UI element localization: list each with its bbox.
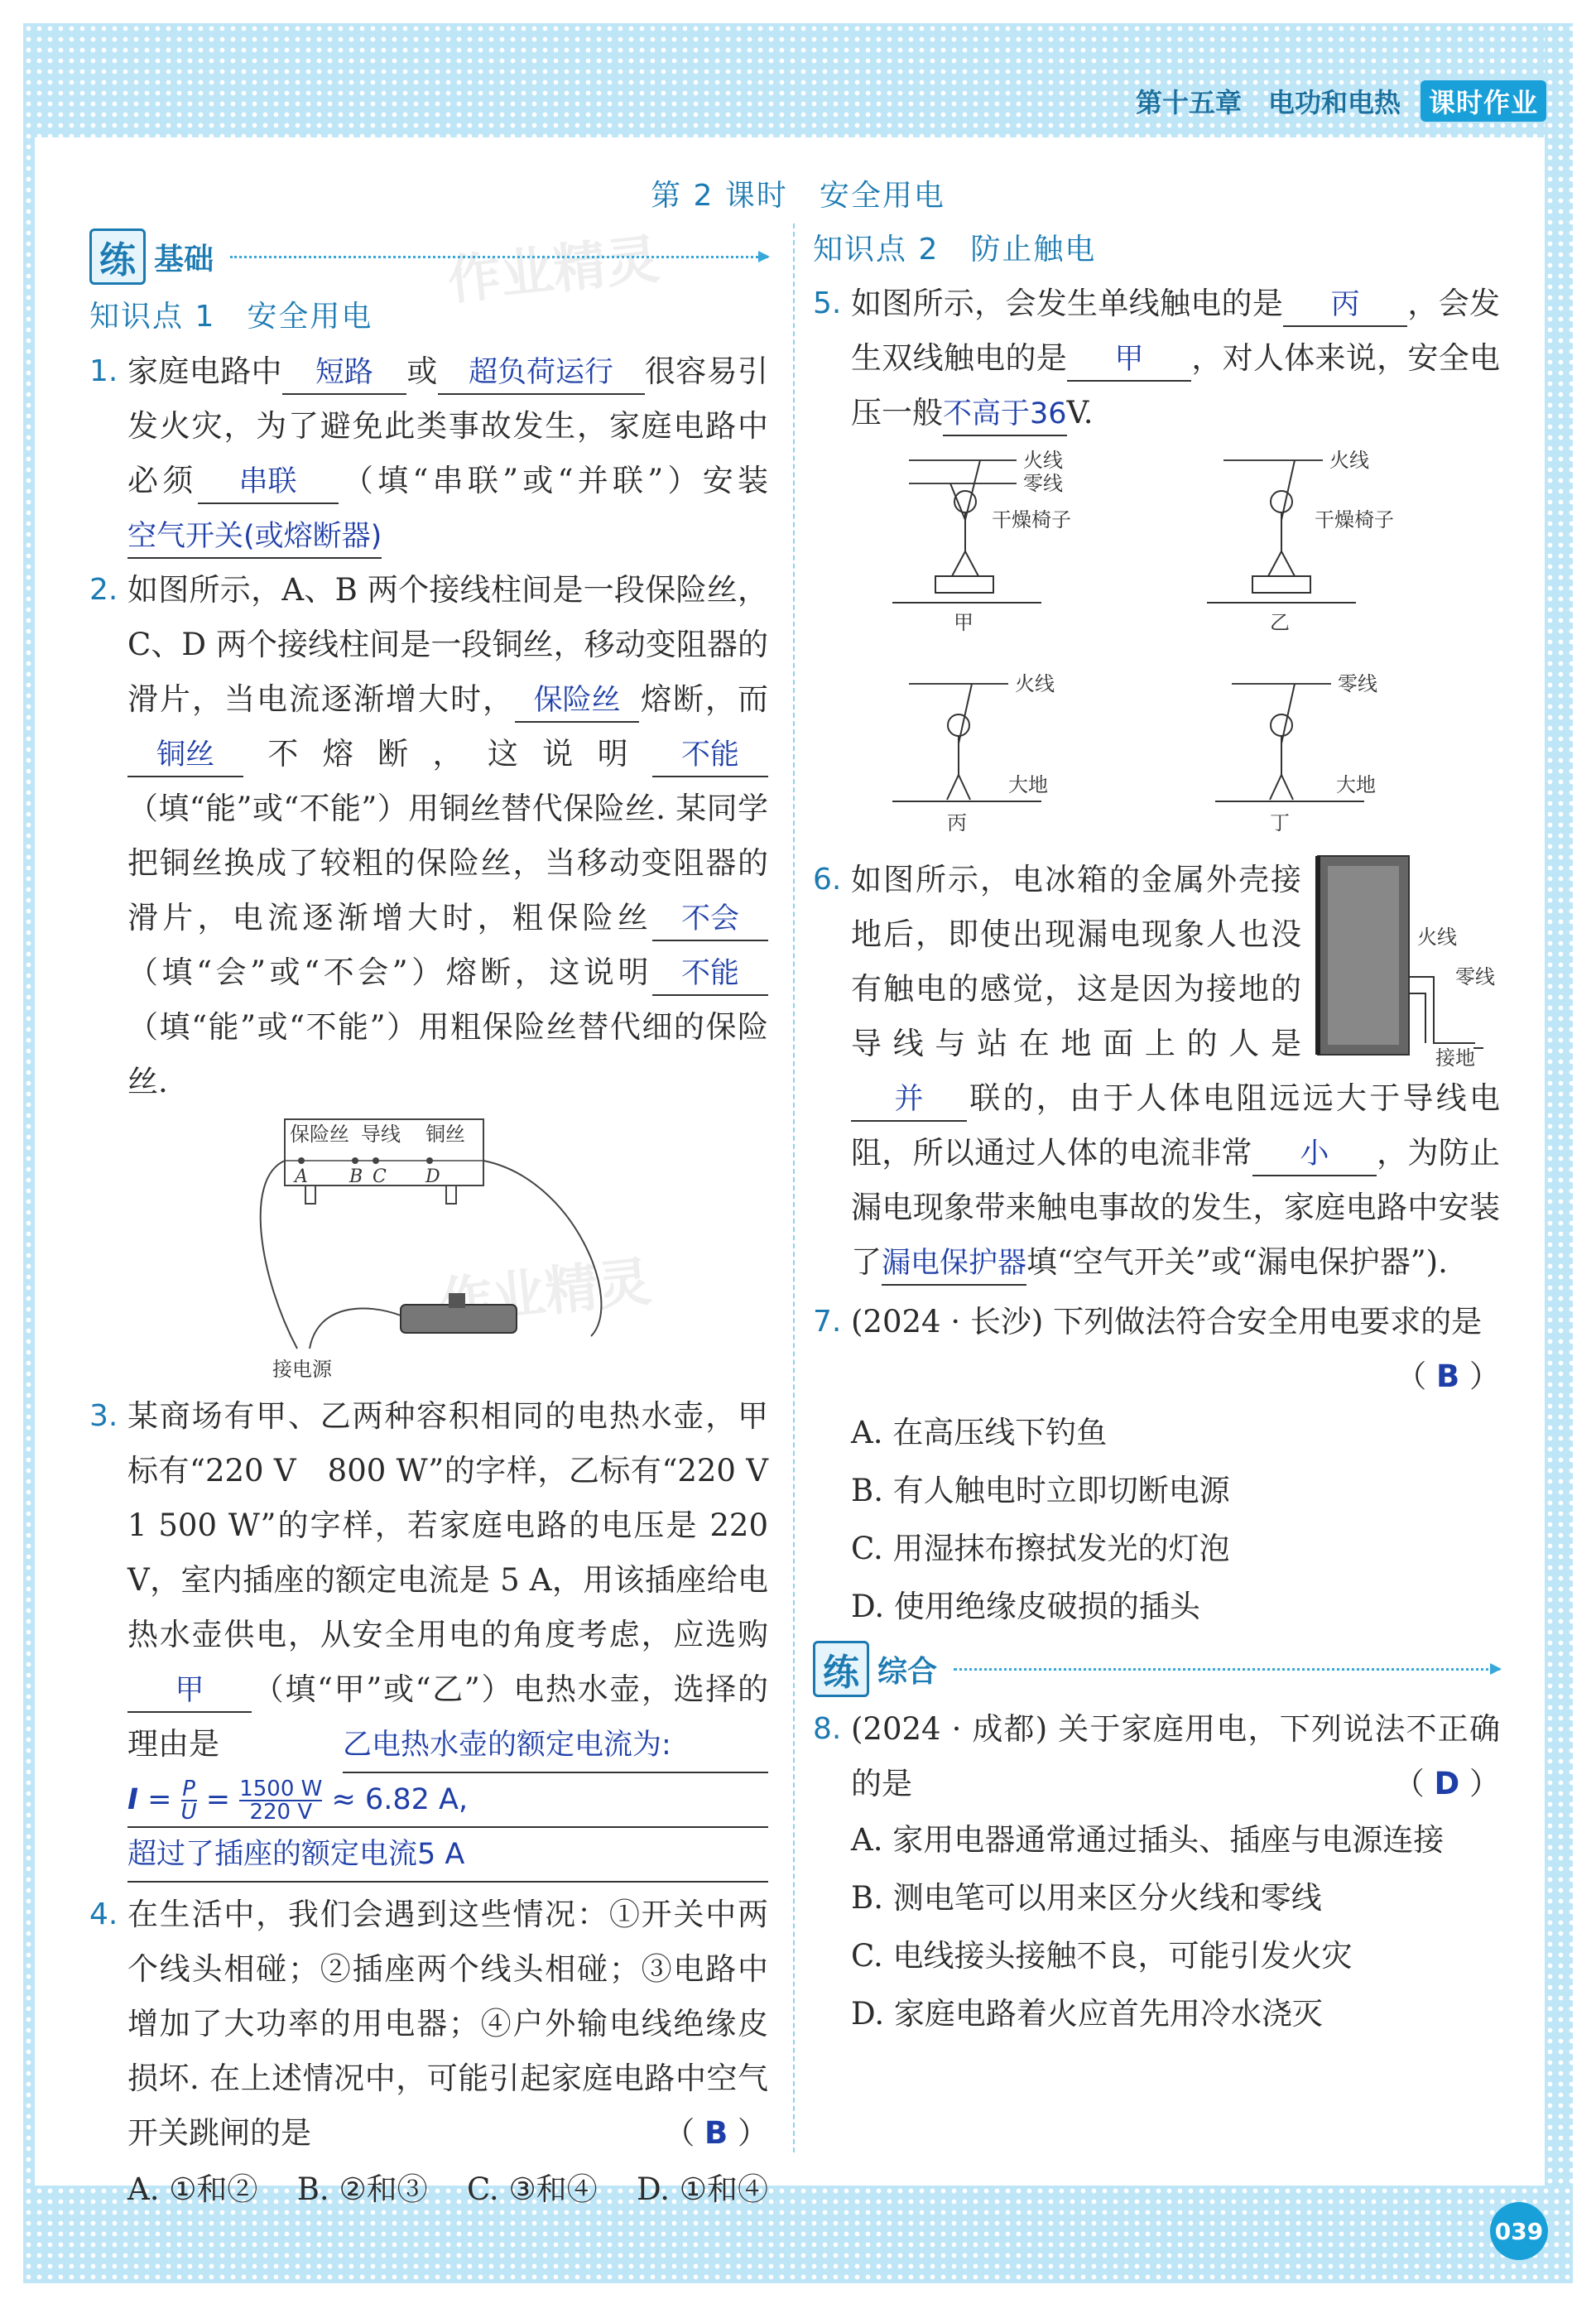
question-text: 如图所示，A、B 两个接线柱间是一段保险丝，C、D 两个接线柱间是一段铜丝，移动变阻器的滑片，当电流逐渐增大时， xyxy=(127,572,768,717)
panel-yi xyxy=(1207,449,1394,634)
label-wire: 导线 xyxy=(361,1123,401,1146)
question-8 xyxy=(813,1702,1500,2043)
option-c: C. 电线接头接触不良，可能引发火灾 xyxy=(851,1938,1353,1974)
panel-ding xyxy=(1215,672,1377,834)
practice-icon: 练 xyxy=(813,1641,869,1697)
denominator: 220 V xyxy=(249,1800,313,1825)
answer-blank: 不高于36 xyxy=(943,393,1067,436)
question-3 xyxy=(89,1389,799,1883)
answer-text: 超过了插座的额定电流5 A xyxy=(127,1838,465,1871)
question-text: 如图所示，会发生单线触电的是 xyxy=(851,286,1284,321)
label-neutral: 零线 xyxy=(1338,672,1377,695)
option-d: D. ①和④ xyxy=(636,2171,768,2207)
numerator: 1500 W xyxy=(239,1777,323,1801)
question-text: (2024 · 长沙) 下列做法符合安全用电要求的是 xyxy=(851,1304,1483,1339)
question-text: (2024 · 成都) 关于家庭用电，下列说法不正确的是 xyxy=(851,1711,1500,1801)
section-header-comprehensive xyxy=(813,1636,1500,1702)
answer-blank: 小 xyxy=(1252,1133,1377,1176)
label-neutral: 零线 xyxy=(1023,472,1063,495)
lesson-title: 第 2 课时 安全用电 xyxy=(651,179,945,213)
question-text: V. xyxy=(1066,395,1094,430)
right-column xyxy=(813,224,1500,2043)
label-neutral: 零线 xyxy=(1455,965,1495,988)
answer-blank: 不能 xyxy=(652,734,768,777)
answer-blank: 超负荷运行 xyxy=(438,352,645,395)
column-divider xyxy=(793,224,795,2152)
label-live: 火线 xyxy=(1023,449,1063,472)
question-text: 联的，由于人体电阻远远大于导线电阻，所以通过人体的电流非常 xyxy=(851,1080,1500,1171)
frame-right xyxy=(1545,23,1573,2283)
label-jia: 甲 xyxy=(954,611,973,634)
question-text: 填“空气开关”或“漏电保护器”). xyxy=(1026,1244,1448,1280)
option-a: A. 家用电器通常通过插头、插座与电源连接 xyxy=(851,1822,1445,1858)
page-number: 039 xyxy=(1490,2202,1548,2260)
question-number: 7. xyxy=(813,1305,842,1339)
question-text: ，为防止漏电现象带来触电事故的发生，家庭电路中安装了 xyxy=(851,1135,1501,1280)
label-ground: 大地 xyxy=(1336,773,1376,796)
label-fuse: 保险丝 xyxy=(290,1123,349,1146)
option-a: A. ①和② xyxy=(127,2171,258,2207)
homework-badge: 课时作业 xyxy=(1421,80,1546,122)
answer-parentheses: （ D ） xyxy=(1393,1766,1500,1801)
label-d: D xyxy=(425,1166,440,1187)
label-b: B xyxy=(349,1166,363,1187)
answer-blank: 丙 xyxy=(1283,284,1407,327)
question-text: 熔断，而 xyxy=(639,681,768,717)
section-label: 基础 xyxy=(154,242,214,277)
option-c: C. 用湿抹布擦拭发光的灯泡 xyxy=(851,1531,1230,1566)
knowledge-point-title: 知识点 1 安全用电 xyxy=(89,300,373,334)
options-row xyxy=(127,2161,768,2219)
question-text: （填“会”或“不会”）熔断，这说明 xyxy=(127,955,652,990)
question-5 xyxy=(813,277,1500,849)
answer-blank: 短路 xyxy=(282,352,406,395)
fridge-figure xyxy=(1310,853,1500,1068)
label-a: A xyxy=(295,1166,308,1187)
question-text: 在生活中，我们会遇到这些情况：①开关中两个线头相碰；②插座两个线头相碰；③电路中增加了大功率的用电器；④户外输电线绝缘皮损坏. 在上述情况中，可能引起家庭电路中空气开关跳闸的是 xyxy=(127,1897,768,2151)
question-7 xyxy=(813,1295,1500,1636)
answer-blank: 保险丝 xyxy=(515,680,639,723)
panel-jia xyxy=(892,449,1071,634)
question-6 xyxy=(813,853,1500,1290)
section-header-basic xyxy=(89,224,768,290)
fraction xyxy=(239,1778,322,1823)
question-number: 6. xyxy=(813,863,842,897)
answer-blank: 串联 xyxy=(198,461,339,504)
answer-parentheses: （ B ） xyxy=(1396,1359,1500,1394)
answer-choice: B xyxy=(704,2115,728,2151)
practice-icon: 练 xyxy=(89,228,146,285)
numerator: P xyxy=(182,1777,195,1801)
option-d: D. 家庭电路着火应首先用冷水浇灭 xyxy=(851,1996,1323,2032)
fraction xyxy=(181,1778,197,1823)
label-ding: 丁 xyxy=(1270,811,1290,834)
question-2 xyxy=(89,563,768,1386)
electric-shock-figure xyxy=(876,444,1455,849)
question-text: （填“能”或“不能”）用粗保险丝替代细的保险丝. xyxy=(127,1009,768,1099)
option-a: A. 在高压线下钓鱼 xyxy=(851,1415,1108,1450)
arrow-icon xyxy=(954,1668,1500,1671)
answer-blank: 甲 xyxy=(127,1670,252,1713)
answer-blank: 不能 xyxy=(652,953,768,996)
frame-left xyxy=(23,23,35,2283)
question-text: 某商场有甲、乙两种容积相同的电热水壶，甲标有“220 V 800 W”的字样，乙标有“220 V 1 500 W”的字样，若家庭电路的电压是 220 V，室内插座的额定电流是 5 A，用该插座给电热水壶供电，从安全用电的角度考虑，应选购 xyxy=(127,1398,799,1652)
option-b: B. ②和③ xyxy=(296,2171,428,2207)
denominator: U xyxy=(180,1800,197,1825)
answer-blank: 并 xyxy=(851,1079,967,1122)
chapter-title: 第十五章 电功和电热 xyxy=(1135,87,1401,118)
question-text: （填“能”或“不能”）用铜丝替代保险丝. 某同学把铜丝换成了较粗的保险丝，当移动变阻器的滑片，电流逐渐增大时，粗保险丝 xyxy=(127,791,768,935)
question-text: 不熔断，这说明 xyxy=(243,736,652,772)
left-column xyxy=(89,224,799,2219)
formula-result: ≈ 6.82 A, xyxy=(331,1783,469,1816)
label-c: C xyxy=(373,1166,387,1187)
question-number: 2. xyxy=(89,573,118,607)
question-4 xyxy=(89,1888,768,2219)
answer-blank: 不会 xyxy=(652,898,768,941)
label-ground: 接地 xyxy=(1435,1046,1475,1068)
question-text: ，对人体来说，安全电压一般 xyxy=(851,340,1501,430)
label-yi: 乙 xyxy=(1270,611,1290,634)
panel-bing xyxy=(892,672,1055,834)
label-bing: 丙 xyxy=(947,811,967,834)
answer-line xyxy=(127,1830,768,1883)
option-b: B. 有人触电时立即切断电源 xyxy=(851,1473,1230,1508)
question-number: 4. xyxy=(89,1897,118,1931)
answer-choice: D xyxy=(1434,1766,1460,1801)
question-number: 5. xyxy=(813,286,842,320)
label-chair: 干燥椅子 xyxy=(992,508,1071,531)
question-text: （填“串联”或“并联”）安装 xyxy=(338,463,768,498)
question-1 xyxy=(89,344,768,563)
answer-choice: B xyxy=(1436,1359,1460,1394)
answer-blank: 甲 xyxy=(1067,339,1191,382)
fuse-circuit-figure xyxy=(227,1113,657,1386)
knowledge-point-title: 知识点 2 防止触电 xyxy=(813,233,1097,267)
question-text: 家庭电路中 xyxy=(127,353,282,389)
label-live: 火线 xyxy=(1329,449,1369,472)
question-number: 3. xyxy=(89,1399,118,1433)
option-c: C. ③和④ xyxy=(466,2171,598,2207)
arrow-icon xyxy=(230,256,768,258)
question-text: 如图所示，电冰箱的金属外壳接地后，即使出现漏电现象人也没有触电的感觉，这是因为接地的导线与站在地面上的人是 xyxy=(851,862,1301,1061)
label-live: 火线 xyxy=(1015,672,1055,695)
question-number: 8. xyxy=(813,1712,842,1746)
label-live: 火线 xyxy=(1417,926,1457,949)
formula-i: I xyxy=(127,1783,139,1816)
question-text: （填“甲”或“乙”）电热水壶，选择的理由是 xyxy=(127,1671,768,1762)
question-text: 很容易引发火灾，为了避免此类事故发生，家庭电路中必须 xyxy=(127,353,769,498)
answer-blank: 铜丝 xyxy=(127,734,243,777)
option-b: B. 测电笔可以用来区分火线和零线 xyxy=(851,1880,1322,1916)
answer-blank: 空气开关(或熔断器) xyxy=(127,516,382,559)
chapter-header xyxy=(1136,76,1546,126)
question-number: 1. xyxy=(89,354,118,388)
answer-line: 乙电热水壶的额定电流为: xyxy=(343,1720,768,1773)
option-d: D. 使用绝缘皮破损的插头 xyxy=(851,1589,1200,1624)
question-text: ，会发生双线触电的是 xyxy=(851,286,1501,376)
answer-parentheses: （ B ） xyxy=(664,2115,768,2151)
label-ground: 大地 xyxy=(1008,773,1048,796)
answer-blank: 漏电保护器 xyxy=(882,1243,1026,1286)
label-copper: 铜丝 xyxy=(425,1123,465,1146)
answer-formula: I = $\frac{P}{U}$ = $\frac{1500 W}{220 V}$ ≈ 6.82 A, xyxy=(127,1775,768,1828)
label-power: 接电源 xyxy=(272,1358,332,1381)
label-chair: 干燥椅子 xyxy=(1315,508,1394,531)
section-label: 综合 xyxy=(877,1654,938,1689)
question-text: 或 xyxy=(406,353,438,389)
